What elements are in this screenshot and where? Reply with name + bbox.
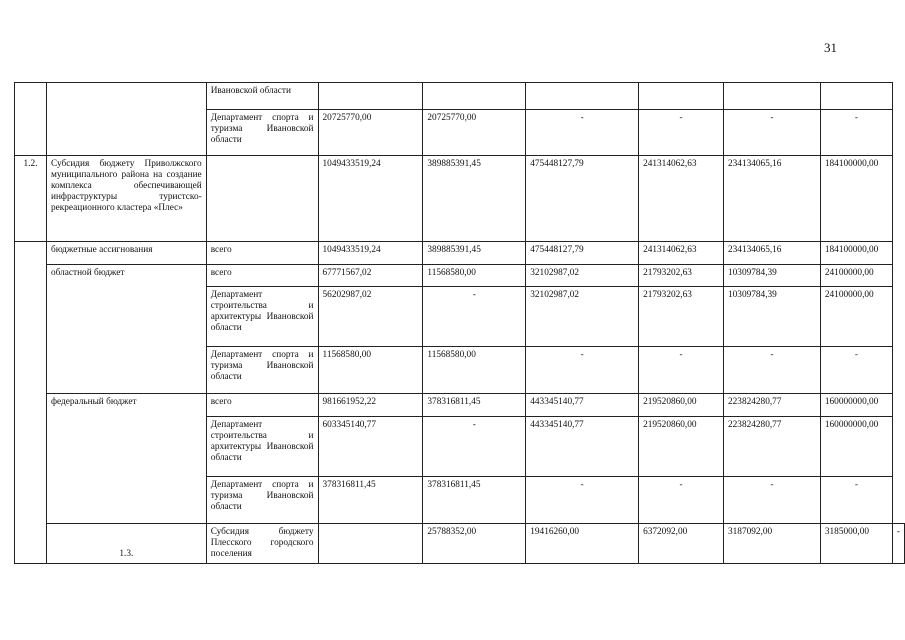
- row-name: [46, 83, 206, 156]
- value-col-6: 24100000,00: [820, 287, 892, 347]
- value-col-4: -: [639, 110, 724, 156]
- value-total: 56202987,02: [318, 287, 423, 347]
- value-col-5: 234134065,16: [724, 156, 821, 242]
- value-col-2: 389885391,45: [423, 156, 526, 242]
- row-name: областной бюджет: [46, 265, 206, 394]
- value-col-3: 443345140,77: [526, 394, 639, 417]
- value-col-4: 219520860,00: [639, 417, 724, 477]
- value-col-2: 19416260,00: [526, 524, 639, 564]
- value-col-2: 20725770,00: [423, 110, 526, 156]
- value-col-2: -: [423, 287, 526, 347]
- value-col-2: [423, 83, 526, 110]
- value-col-5: -: [724, 347, 821, 394]
- row-name: Субсидия бюджету Приволжского муниципального района на создание комплекса обеспечивающей инфраструктуры туристско-рекреационного кластера «Плес»: [46, 156, 206, 242]
- value-total: 981661952,22: [318, 394, 423, 417]
- value-col-2: 378316811,45: [423, 394, 526, 417]
- value-col-4: 21793202,63: [639, 265, 724, 287]
- row-index: [15, 83, 47, 156]
- value-col-4: 21793202,63: [639, 287, 724, 347]
- value-total: 25788352,00: [423, 524, 526, 564]
- value-col-5: 223824280,77: [724, 417, 821, 477]
- value-col-5: 10309784,39: [724, 287, 821, 347]
- row-name: федеральный бюджет: [46, 394, 206, 524]
- value-col-2: 11568580,00: [423, 347, 526, 394]
- value-col-4: 241314062,63: [639, 156, 724, 242]
- value-total: 1049433519,24: [318, 242, 423, 265]
- value-total: 67771567,02: [318, 265, 423, 287]
- value-col-6: 24100000,00: [820, 265, 892, 287]
- row-name: Субсидия бюджету Плесского городского поселения: [206, 524, 318, 564]
- row-source: Департамент спорта и туризма Ивановской области: [206, 477, 318, 524]
- value-col-5: 223824280,77: [724, 394, 821, 417]
- value-col-3: 475448127,79: [526, 156, 639, 242]
- table-row: [15, 394, 905, 417]
- row-source: всего: [206, 242, 318, 265]
- value-col-6: [820, 83, 892, 110]
- table-row: [15, 265, 905, 287]
- row-source: Департамент спорта и туризма Ивановской области: [206, 110, 318, 156]
- row-index: 1.2.: [15, 156, 47, 242]
- value-col-6: 160000000,00: [820, 417, 892, 477]
- row-source: Департамент спорта и туризма Ивановской области: [206, 347, 318, 394]
- budget-table: [14, 82, 905, 564]
- table-row: [15, 83, 905, 110]
- value-col-6: -: [820, 347, 892, 394]
- value-col-2: -: [423, 417, 526, 477]
- table-row: [15, 524, 905, 564]
- value-col-3: 443345140,77: [526, 417, 639, 477]
- value-total: 11568580,00: [318, 347, 423, 394]
- row-source: Департамент строительства и архитектуры Ивановской области: [206, 417, 318, 477]
- value-col-3: -: [526, 477, 639, 524]
- row-source: всего: [206, 394, 318, 417]
- row-source: всего: [206, 265, 318, 287]
- value-col-4: 241314062,63: [639, 242, 724, 265]
- value-col-6: -: [820, 477, 892, 524]
- row-index: 1.3.: [46, 524, 206, 564]
- row-source: [206, 156, 318, 242]
- value-col-3: 6372092,00: [639, 524, 724, 564]
- value-total: 378316811,45: [318, 477, 423, 524]
- row-source: [318, 524, 423, 564]
- table-row: [15, 242, 905, 265]
- row-name: бюджетные ассигнования: [46, 242, 206, 265]
- value-col-5: -: [724, 110, 821, 156]
- value-col-6: 184100000,00: [820, 156, 892, 242]
- value-col-3: -: [526, 110, 639, 156]
- row-index: [15, 242, 47, 564]
- value-col-3: -: [526, 347, 639, 394]
- value-total: 20725770,00: [318, 110, 423, 156]
- value-col-6: -: [892, 524, 904, 564]
- value-col-6: 160000000,00: [820, 394, 892, 417]
- value-total: 603345140,77: [318, 417, 423, 477]
- value-col-2: 11568580,00: [423, 265, 526, 287]
- value-col-4: 3187092,00: [724, 524, 821, 564]
- table-row: [15, 156, 905, 242]
- value-col-4: [639, 83, 724, 110]
- value-col-4: 219520860,00: [639, 394, 724, 417]
- value-col-6: 184100000,00: [820, 242, 892, 265]
- value-total: [318, 83, 423, 110]
- value-col-5: 10309784,39: [724, 265, 821, 287]
- value-col-5: 3185000,00: [820, 524, 892, 564]
- value-col-3: 475448127,79: [526, 242, 639, 265]
- value-col-3: 32102987,02: [526, 287, 639, 347]
- row-source: Департамент строительства и архитектуры Ивановской области: [206, 287, 318, 347]
- value-col-5: [724, 83, 821, 110]
- value-col-2: 378316811,45: [423, 477, 526, 524]
- value-col-5: -: [724, 477, 821, 524]
- value-col-5: 234134065,16: [724, 242, 821, 265]
- value-col-4: -: [639, 477, 724, 524]
- value-col-6: -: [820, 110, 892, 156]
- value-col-3: 32102987,02: [526, 265, 639, 287]
- value-col-4: -: [639, 347, 724, 394]
- value-col-2: 389885391,45: [423, 242, 526, 265]
- value-col-3: [526, 83, 639, 110]
- page-number: 31: [824, 40, 837, 55]
- value-total: 1049433519,24: [318, 156, 423, 242]
- row-source: Ивановской области: [206, 83, 318, 110]
